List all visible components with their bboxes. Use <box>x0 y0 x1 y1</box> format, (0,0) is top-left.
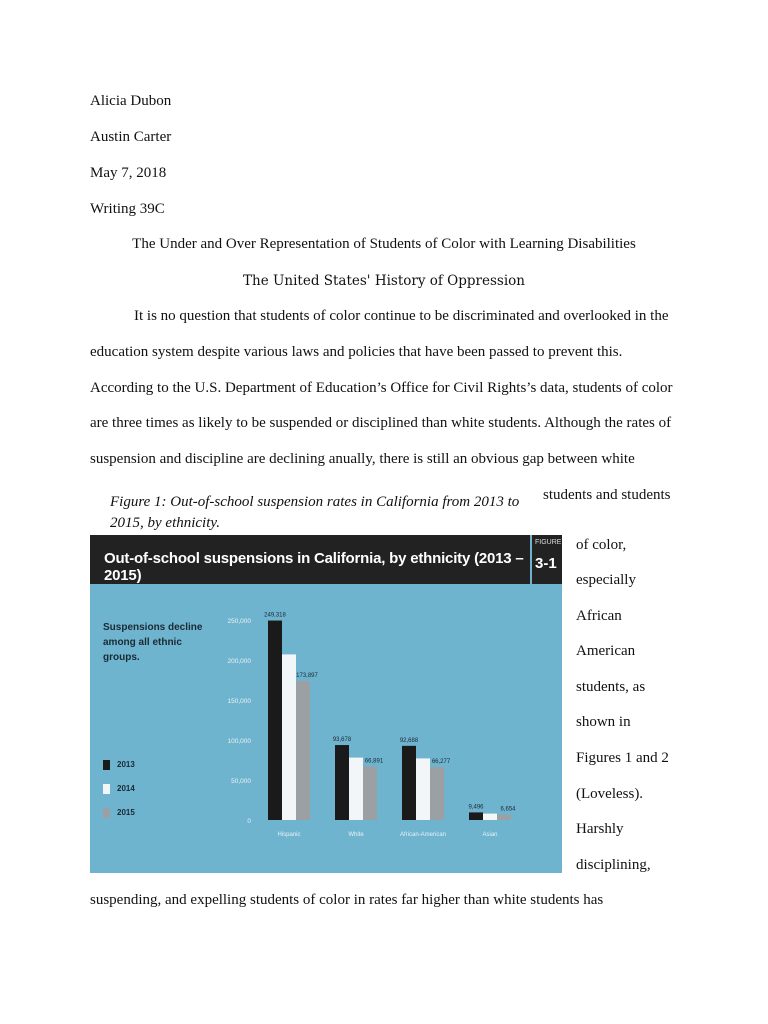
wrap-line: shown in <box>576 714 631 730</box>
wrap-line: Harshly <box>576 821 624 837</box>
wrap-line: (Loveless). <box>576 786 644 802</box>
x-tick-label: African-American <box>399 832 447 838</box>
data-label: 66,277 <box>431 758 451 765</box>
wrap-line: American <box>576 643 636 659</box>
legend-label: 2015 <box>117 808 135 818</box>
bar-2014-white <box>349 758 363 820</box>
x-tick-label: Hispanic <box>277 832 301 838</box>
data-label: 93,678 <box>332 737 352 744</box>
x-tick-label: Asian <box>482 832 498 838</box>
bar-2015-hispanic <box>296 681 310 820</box>
bar-2014-african-american <box>416 758 430 820</box>
legend-label: 2013 <box>117 760 135 770</box>
data-label: 66,891 <box>364 758 384 765</box>
instructor-name: Austin Carter <box>90 129 172 145</box>
section-heading: The United States' History of Oppression <box>243 273 525 289</box>
data-label: 173,897 <box>296 672 318 679</box>
paragraph-line: education system despite various laws and policies that have been passed to prevent this. <box>90 344 623 360</box>
figure-caption: Figure 1: Out-of-school suspension rates in California from 2013 to 2015, by ethnicity. <box>110 494 520 531</box>
course: Writing 39C <box>90 201 165 217</box>
bar-2013-african-american <box>402 746 416 820</box>
figure-side-note: Suspensions decline among all ethnic groups. <box>103 622 203 663</box>
bar-2013-hispanic <box>268 621 282 820</box>
author-name: Alicia Dubon <box>90 93 172 109</box>
y-tick-label: 100,000 <box>227 738 251 745</box>
date: May 7, 2018 <box>90 165 167 181</box>
figure-tag-number: 3-1 <box>535 555 557 572</box>
bar-2014-hispanic <box>282 654 296 820</box>
x-tick-label: White <box>348 832 364 838</box>
data-label: 92,688 <box>399 737 419 744</box>
bar-2015-african-american <box>430 767 444 820</box>
figure-title: Out-of-school suspensions in California, by ethnicity (2013 – 2015) <box>104 550 524 584</box>
y-tick-label: 200,000 <box>227 658 251 665</box>
paragraph-line: are three times as likely to be suspended or disciplined than white students. Although the rates of <box>90 415 672 431</box>
bar-2013-white <box>335 745 349 820</box>
figure-tag-label: FIGURE <box>535 539 562 546</box>
bar-2013-asian <box>469 812 483 820</box>
bar-chart <box>90 535 562 873</box>
wrap-line: especially <box>576 572 636 588</box>
y-tick-label: 0 <box>247 818 251 825</box>
wrap-line: disciplining, <box>576 857 651 873</box>
paragraph-line: According to the U.S. Department of Education’s Office for Civil Rights’s data, students of color <box>90 380 673 396</box>
paragraph-line: It is no question that students of color continue to be discriminated and overlooked in the <box>134 308 669 324</box>
paragraph-line: suspending, and expelling students of color in rates far higher than white students has <box>90 892 604 908</box>
y-tick-label: 150,000 <box>227 698 251 705</box>
wrap-line: African <box>576 608 622 624</box>
wrap-line: students, as <box>576 679 646 695</box>
wrap-line: Figures 1 and 2 <box>576 750 669 766</box>
legend-label: 2014 <box>117 784 135 794</box>
bar-2014-asian <box>483 814 497 820</box>
y-tick-label: 250,000 <box>227 618 251 625</box>
paragraph-line: suspension and discipline are declining anually, there is still an obvious gap between white <box>90 451 635 467</box>
wrap-line: students and students <box>543 487 671 503</box>
paper-title: The Under and Over Representation of Students of Color with Learning Disabilities <box>132 236 636 252</box>
data-label: 6,654 <box>500 806 516 813</box>
bar-2015-asian <box>497 815 511 820</box>
figure-chart <box>90 535 562 873</box>
data-label: 249,318 <box>264 612 286 619</box>
y-tick-label: 50,000 <box>231 778 251 785</box>
wrap-line: of color, <box>576 537 627 553</box>
bar-2015-white <box>363 766 377 820</box>
data-label: 9,496 <box>468 804 484 811</box>
